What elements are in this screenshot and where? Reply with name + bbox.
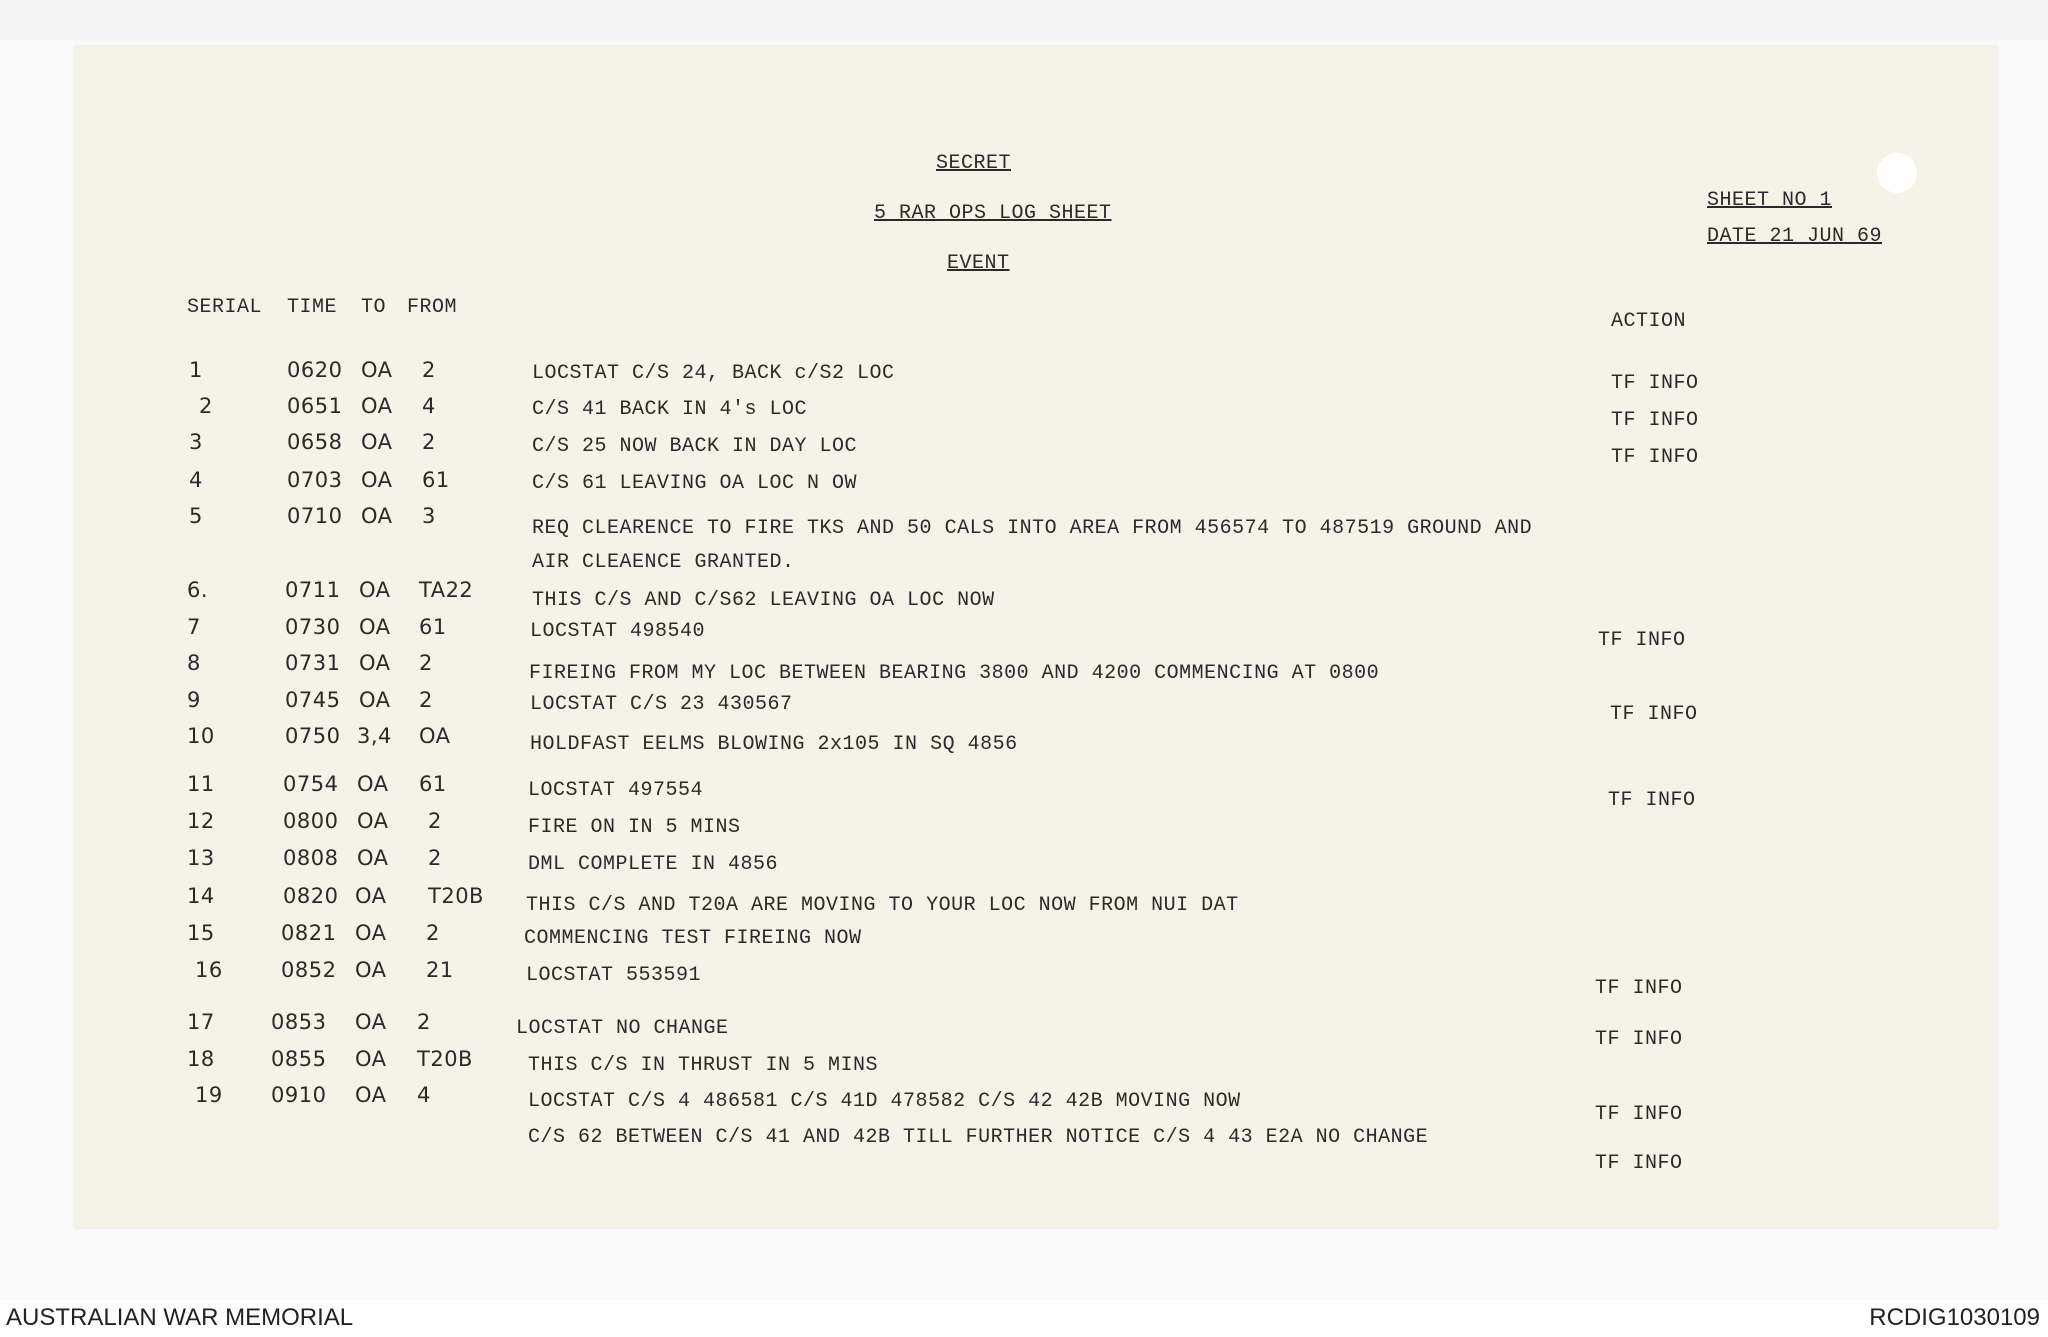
row-time: 0820 — [283, 884, 339, 908]
row-time: 0730 — [285, 615, 341, 639]
row-action: TF INFO — [1611, 446, 1699, 469]
row-from: 61 — [422, 468, 450, 492]
row-time: 0658 — [287, 430, 343, 454]
row-event: C/S 41 BACK IN 4's LOC — [532, 398, 808, 421]
row-event: COMMENCING TEST FIREING NOW — [524, 927, 862, 950]
row-action: TF INFO — [1595, 977, 1683, 1000]
row-from: 61 — [419, 615, 447, 639]
row-serial: 7 — [187, 615, 201, 639]
classification-heading: SECRET — [936, 152, 1012, 175]
row-event: LOCSTAT 498540 — [530, 620, 706, 643]
row-to: OA — [357, 809, 389, 833]
row-event: LOCSTAT NO CHANGE — [516, 1017, 729, 1040]
row-to: OA — [355, 958, 387, 982]
row-action: TF INFO — [1611, 409, 1699, 432]
row-to: OA — [355, 884, 387, 908]
row-serial: 9 — [187, 688, 201, 712]
row-serial: 15 — [187, 921, 215, 945]
row-time: 0651 — [287, 394, 343, 418]
row-time: 0711 — [285, 578, 341, 602]
row-to: OA — [359, 651, 391, 675]
row-event: REQ CLEARENCE TO FIRE TKS AND 50 CALS INTO AREA FROM 456574 TO 487519 GROUND AND — [532, 517, 1533, 540]
row-action: TF INFO — [1595, 1103, 1683, 1126]
row-event: DML COMPLETE IN 4856 — [528, 853, 779, 876]
row-serial: 11 — [187, 772, 215, 796]
row-to: 3,4 — [357, 724, 392, 748]
row-event: THIS C/S AND C/S62 LEAVING OA LOC NOW — [532, 589, 995, 612]
row-serial: 17 — [187, 1010, 215, 1034]
row-event: C/S 25 NOW BACK IN DAY LOC — [532, 435, 858, 458]
row-time: 0620 — [287, 358, 343, 382]
row-serial: 19 — [195, 1083, 223, 1107]
row-serial: 3 — [189, 430, 203, 454]
row-time: 0800 — [283, 809, 339, 833]
row-from: 2 — [419, 688, 433, 712]
row-time: 0852 — [281, 958, 337, 982]
row-time: 0821 — [281, 921, 337, 945]
row-time: 0710 — [287, 504, 343, 528]
row-event: THIS C/S IN THRUST IN 5 MINS — [528, 1054, 879, 1077]
row-serial: 5 — [189, 504, 203, 528]
row-action: TF INFO — [1598, 629, 1686, 652]
row-event: FIRE ON IN 5 MINS — [528, 816, 741, 839]
row-time: 0745 — [285, 688, 341, 712]
row-action: TF INFO — [1611, 372, 1699, 395]
row-action: TF INFO — [1610, 703, 1698, 726]
sheet-title: 5 RAR OPS LOG SHEET — [874, 202, 1112, 225]
row-from: TA22 — [419, 578, 474, 602]
row-serial: 18 — [187, 1047, 215, 1071]
row-from: 61 — [419, 772, 447, 796]
row-action-continued: TF INFO — [1595, 1152, 1683, 1175]
event-heading: EVENT — [947, 252, 1010, 275]
row-from: OA — [419, 724, 451, 748]
row-action: TF INFO — [1595, 1028, 1683, 1051]
row-time: 0853 — [271, 1010, 327, 1034]
sheet-date: DATE 21 JUN 69 — [1707, 225, 1883, 248]
column-header-serial: SERIAL — [187, 296, 263, 319]
row-to: OA — [357, 772, 389, 796]
row-serial: 8 — [187, 651, 201, 675]
column-header-action: ACTION — [1611, 310, 1687, 333]
archive-credit: AUSTRALIAN WAR MEMORIAL — [6, 1304, 354, 1331]
row-from: T20B — [417, 1047, 473, 1071]
row-from: T20B — [428, 884, 484, 908]
row-serial: 14 — [187, 884, 215, 908]
row-event: THIS C/S AND T20A ARE MOVING TO YOUR LOC NOW FROM NUI DAT — [526, 894, 1239, 917]
row-event-continued: AIR CLEAENCE GRANTED. — [532, 551, 795, 574]
row-time: 0731 — [285, 651, 341, 675]
row-time: 0855 — [271, 1047, 327, 1071]
row-to: OA — [359, 688, 391, 712]
row-event: FIREING FROM MY LOC BETWEEN BEARING 3800 AND 4200 COMMENCING AT 0800 — [529, 662, 1380, 685]
row-time: 0703 — [287, 468, 343, 492]
row-from: 4 — [422, 394, 436, 418]
row-to: OA — [355, 1010, 387, 1034]
row-action: TF INFO — [1608, 789, 1696, 812]
row-event: LOCSTAT 553591 — [526, 964, 702, 987]
row-from: 2 — [426, 921, 440, 945]
column-header-from: FROM — [407, 296, 458, 319]
row-to: OA — [361, 358, 393, 382]
row-from: 2 — [422, 358, 436, 382]
row-serial: 6. — [187, 578, 209, 602]
row-to: OA — [359, 615, 391, 639]
row-from: 2 — [419, 651, 433, 675]
row-serial: 1 — [189, 358, 203, 382]
row-from: 3 — [422, 504, 436, 528]
row-from: 21 — [426, 958, 454, 982]
top-strip — [0, 0, 2048, 40]
row-time: 0910 — [271, 1083, 327, 1107]
row-from: 2 — [428, 809, 442, 833]
row-serial: 12 — [187, 809, 215, 833]
row-to: OA — [359, 578, 391, 602]
column-header-time: TIME — [287, 296, 338, 319]
row-to: OA — [361, 468, 393, 492]
sheet-number: SHEET NO 1 — [1707, 189, 1833, 212]
row-from: 4 — [417, 1083, 431, 1107]
row-to: OA — [355, 1083, 387, 1107]
row-event: LOCSTAT 497554 — [528, 779, 704, 802]
row-time: 0754 — [283, 772, 339, 796]
row-to: OA — [361, 430, 393, 454]
row-event: LOCSTAT C/S 23 430567 — [530, 693, 793, 716]
row-serial: 16 — [195, 958, 223, 982]
row-time: 0808 — [283, 846, 339, 870]
row-to: OA — [361, 504, 393, 528]
row-from: 2 — [417, 1010, 431, 1034]
row-serial: 4 — [189, 468, 203, 492]
row-to: OA — [355, 1047, 387, 1071]
row-to: OA — [361, 394, 393, 418]
row-serial: 10 — [187, 724, 215, 748]
row-from: 2 — [422, 430, 436, 454]
row-event-continued: C/S 62 BETWEEN C/S 41 AND 42B TILL FURTHER NOTICE C/S 4 43 E2A NO CHANGE — [528, 1126, 1429, 1149]
row-event: LOCSTAT C/S 4 486581 C/S 41D 478582 C/S 42 42B MOVING NOW — [528, 1090, 1241, 1113]
row-event: LOCSTAT C/S 24, BACK c/S2 LOC — [532, 362, 895, 385]
row-serial: 13 — [187, 846, 215, 870]
row-event: C/S 61 LEAVING OA LOC N OW — [532, 472, 858, 495]
row-to: OA — [357, 846, 389, 870]
log-sheet-paper — [74, 46, 1998, 1228]
row-from: 2 — [428, 846, 442, 870]
row-serial: 2 — [199, 394, 213, 418]
row-time: 0750 — [285, 724, 341, 748]
archive-reference-id: RCDIG1030109 — [1869, 1304, 2040, 1331]
row-to: OA — [355, 921, 387, 945]
column-header-to: TO — [361, 296, 387, 319]
row-event: HOLDFAST EELMS BLOWING 2x105 IN SQ 4856 — [530, 733, 1018, 756]
punch-hole — [1877, 153, 1917, 193]
